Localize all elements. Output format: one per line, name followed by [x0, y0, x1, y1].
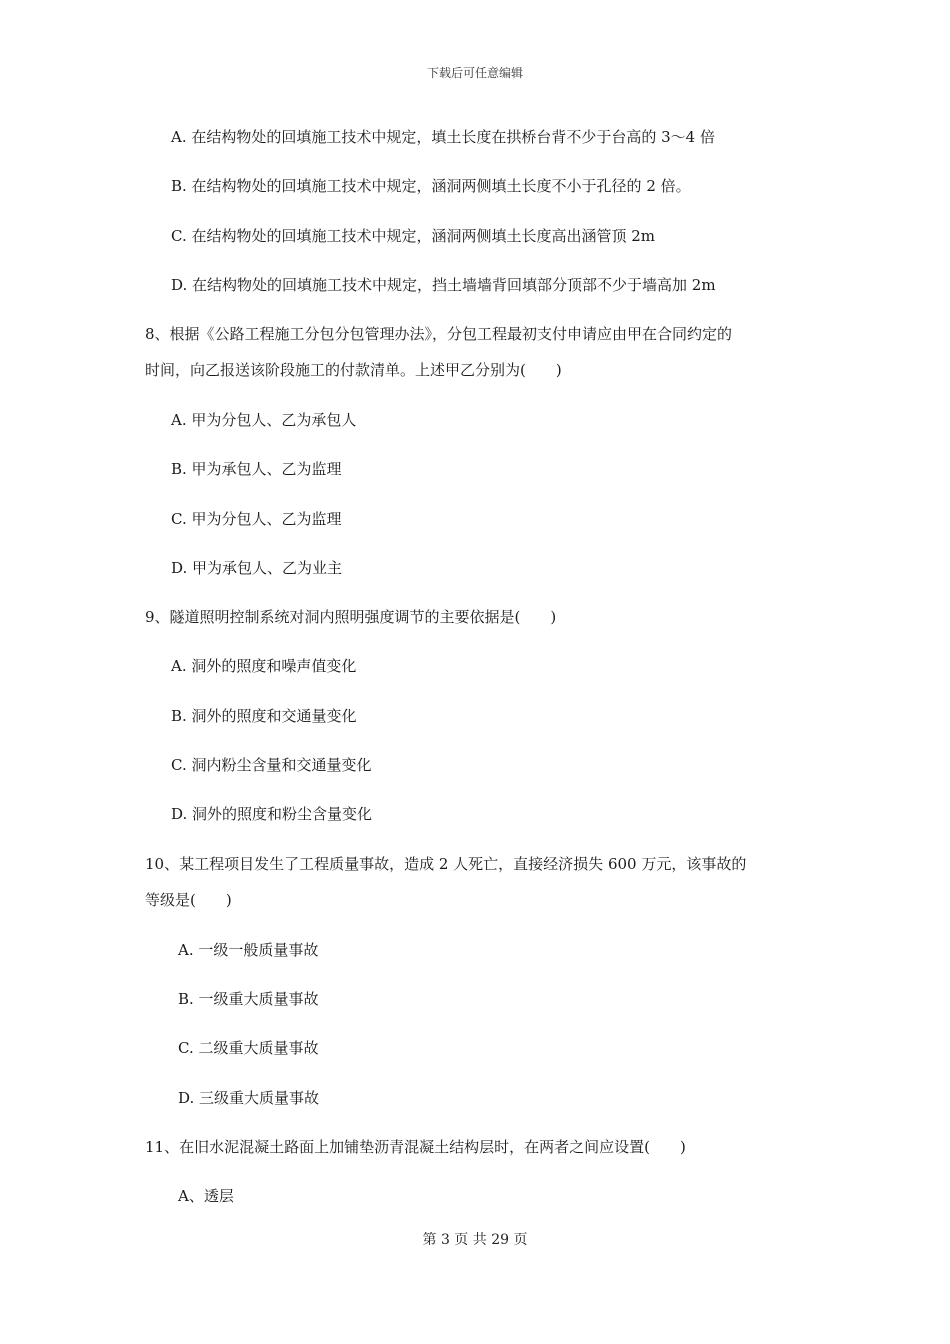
q7-option-d: D. 在结构物处的回填施工技术中规定，挡土墙墙背回填部分顶部不少于墙高加 2m [171, 276, 716, 294]
q10-option-b: B. 一级重大质量事故 [178, 990, 319, 1008]
q9-option-a: A. 洞外的照度和噪声值变化 [171, 657, 357, 675]
q8-option-b: B. 甲为承包人、乙为监理 [171, 460, 342, 478]
q9-option-b: B. 洞外的照度和交通量变化 [171, 707, 357, 725]
q11-option-a: A、透层 [178, 1187, 234, 1205]
question-10-line-1: 10、某工程项目发生了工程质量事故，造成 2 人死亡，直接经济损失 600 万元，该事故的 [145, 855, 747, 873]
question-11: 11、在旧水泥混凝土路面上加铺垫沥青混凝土结构层时，在两者之间应设置( ) [145, 1138, 686, 1156]
q7-option-b: B. 在结构物处的回填施工技术中规定，涵洞两侧填土长度不小于孔径的 2 倍。 [171, 177, 691, 195]
q9-option-c: C. 洞内粉尘含量和交通量变化 [171, 756, 372, 774]
q7-option-a: A. 在结构物处的回填施工技术中规定，填土长度在拱桥台背不少于台高的 3～4 倍 [171, 128, 715, 146]
question-8-line-2: 时间，向乙报送该阶段施工的付款清单。上述甲乙分别为( ) [145, 361, 562, 379]
q8-option-a: A. 甲为分包人、乙为承包人 [171, 411, 357, 429]
page-header: 下载后可任意编辑 [426, 66, 523, 80]
q7-option-c: C. 在结构物处的回填施工技术中规定，涵洞两侧填土长度高出涵管顶 2m [171, 227, 656, 245]
q8-option-d: D. 甲为承包人、乙为业主 [171, 559, 343, 577]
q10-option-c: C. 二级重大质量事故 [178, 1039, 319, 1057]
q10-option-a: A. 一级一般质量事故 [178, 941, 319, 959]
question-9: 9、隧道照明控制系统对洞内照明强度调节的主要依据是( ) [145, 608, 557, 626]
question-10-line-2: 等级是( ) [145, 891, 232, 909]
q8-option-c: C. 甲为分包人、乙为监理 [171, 510, 342, 528]
q9-option-d: D. 洞外的照度和粉尘含量变化 [171, 805, 373, 823]
page-footer: 第 3 页 共 29 页 [422, 1232, 528, 1248]
q10-option-d: D. 三级重大质量事故 [178, 1089, 320, 1107]
question-8-line-1: 8、根据《公路工程施工分包分包管理办法》，分包工程最初支付申请应由甲在合同约定的 [145, 325, 733, 343]
